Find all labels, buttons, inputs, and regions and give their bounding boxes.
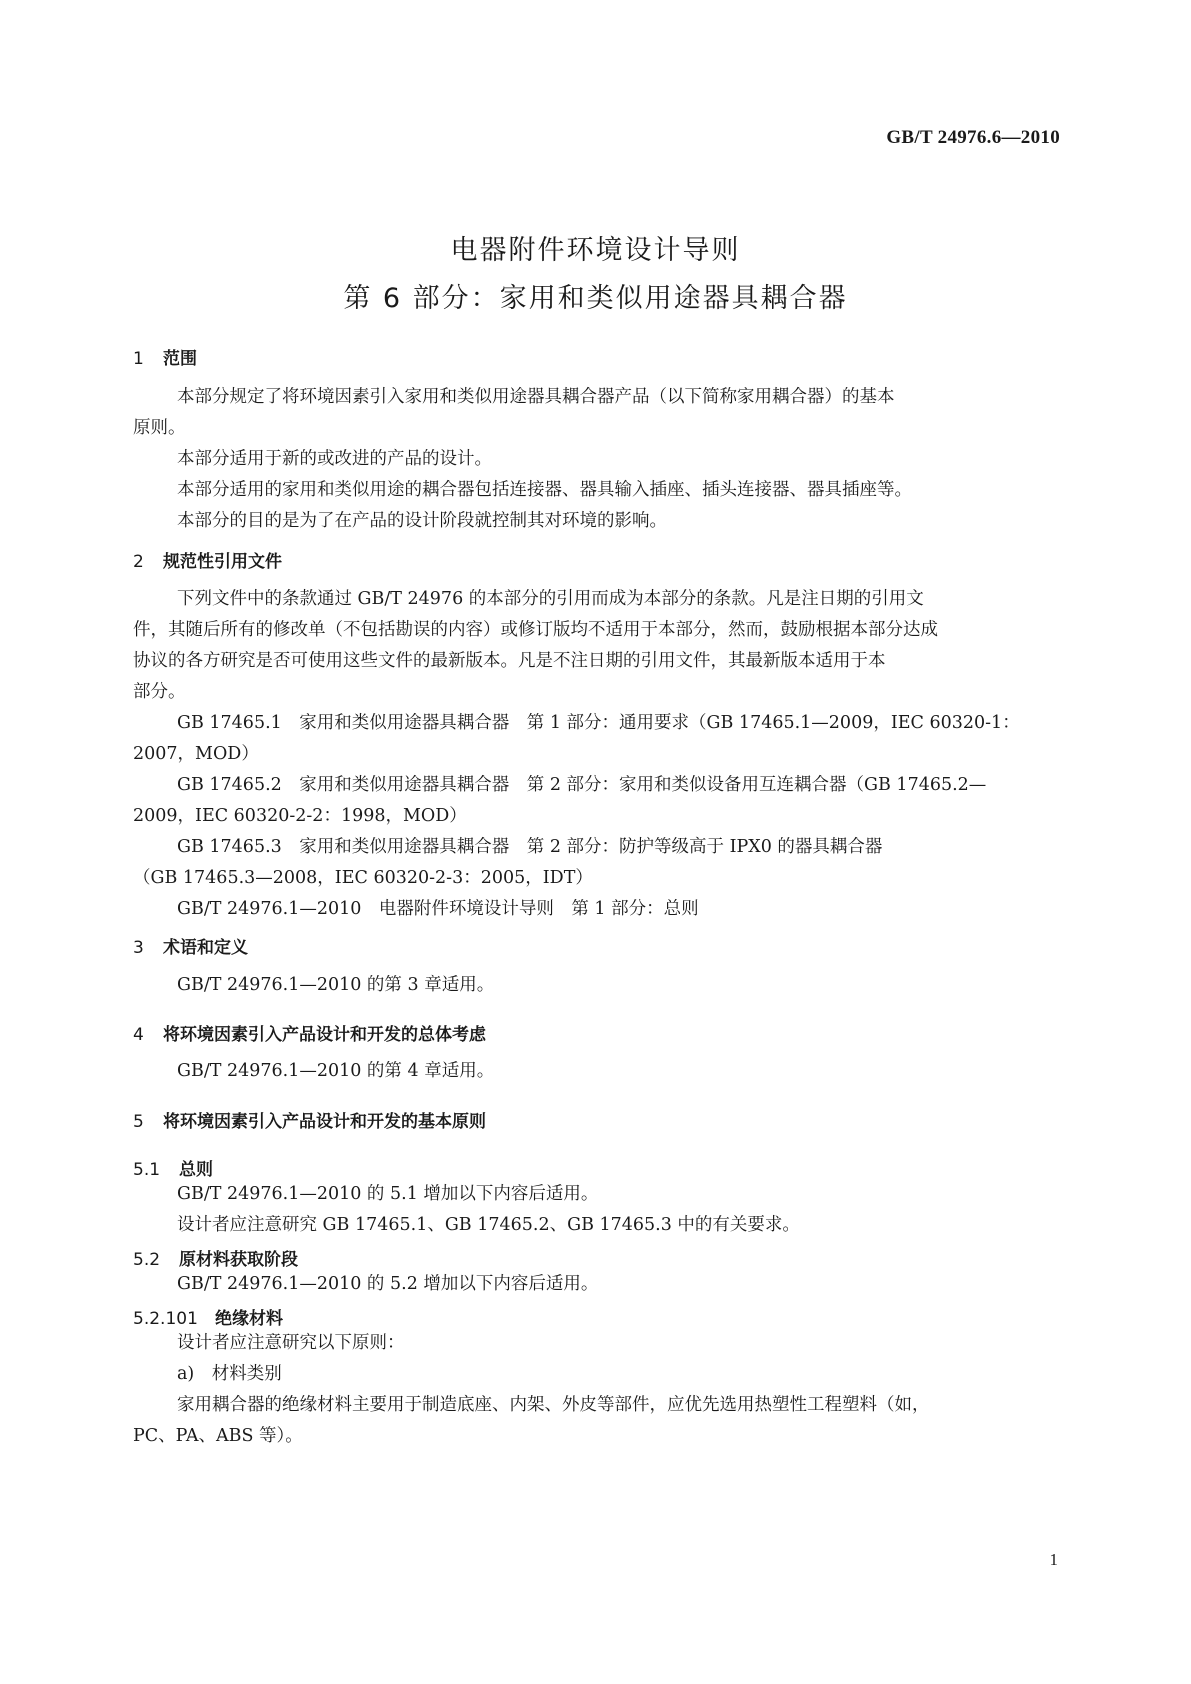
section-number: 5.2.101 bbox=[133, 1309, 198, 1329]
section-2-heading bbox=[133, 547, 282, 572]
paragraph: 本部分的目的是为了在产品的设计阶段就控制其对环境的影响。 bbox=[177, 511, 667, 531]
reference-item: 2007，MOD） bbox=[133, 744, 259, 764]
paragraph: GB/T 24976.1—2010 的 5.2 增加以下内容后适用。 bbox=[177, 1274, 599, 1294]
section-number: 2 bbox=[133, 552, 144, 572]
section-3-heading bbox=[133, 933, 248, 958]
paragraph: 下列文件中的条款通过 GB/T 24976 的本部分的引用而成为本部分的条款。凡是注日期的引用文 bbox=[177, 589, 924, 609]
section-number: 5.1 bbox=[133, 1160, 161, 1180]
reference-item: GB/T 24976.1—2010 电器附件环境设计导则 第 1 部分：总则 bbox=[177, 899, 699, 919]
section-title: 将环境因素引入产品设计和开发的基本原则 bbox=[163, 1112, 486, 1132]
paragraph: PC、PA、ABS 等）。 bbox=[133, 1426, 303, 1446]
list-item: a) 材料类别 bbox=[177, 1364, 282, 1384]
subsection-5-2-heading bbox=[133, 1245, 298, 1270]
paragraph: GB/T 24976.1—2010 的 5.1 增加以下内容后适用。 bbox=[177, 1184, 599, 1204]
paragraph: GB/T 24976.1—2010 的第 4 章适用。 bbox=[177, 1061, 495, 1081]
section-title: 规范性引用文件 bbox=[163, 552, 282, 572]
paragraph: 件，其随后所有的修改单（不包括勘误的内容）或修订版均不适用于本部分，然而，鼓励根据本部分达成 bbox=[133, 620, 938, 640]
reference-item: （GB 17465.3—2008，IEC 60320-2-3：2005，IDT） bbox=[133, 868, 593, 888]
paragraph: 原则。 bbox=[133, 418, 186, 438]
paragraph: 协议的各方研究是否可使用这些文件的最新版本。凡是不注日期的引用文件，其最新版本适用于本 bbox=[133, 651, 886, 671]
document-title-line1: 电器附件环境设计导则 bbox=[450, 235, 741, 266]
section-number: 3 bbox=[133, 938, 144, 958]
section-number: 5.2 bbox=[133, 1250, 161, 1270]
section-5-heading bbox=[133, 1107, 486, 1132]
section-number: 1 bbox=[133, 349, 144, 369]
section-title: 原材料获取阶段 bbox=[179, 1250, 298, 1270]
document-title-line2: 第 6 部分：家用和类似用途器具耦合器 bbox=[343, 283, 848, 314]
page-number: 1 bbox=[1049, 1550, 1058, 1569]
section-number: 4 bbox=[133, 1025, 144, 1045]
subsection-5-2-101-heading bbox=[133, 1304, 283, 1329]
paragraph: 家用耦合器的绝缘材料主要用于制造底座、内架、外皮等部件，应优先选用热塑性工程塑料（如， bbox=[177, 1395, 930, 1415]
section-title: 术语和定义 bbox=[163, 938, 248, 958]
section-1-heading bbox=[133, 344, 197, 369]
reference-item: 2009，IEC 60320-2-2：1998，MOD） bbox=[133, 806, 467, 826]
paragraph: 设计者应注意研究 GB 17465.1、GB 17465.2、GB 17465.3 中的有关要求。 bbox=[177, 1215, 800, 1235]
reference-item: GB 17465.1 家用和类似用途器具耦合器 第 1 部分：通用要求（GB 17465.1—2009，IEC 60320-1： bbox=[177, 713, 1020, 733]
section-title: 范围 bbox=[163, 349, 197, 369]
reference-item: GB 17465.2 家用和类似用途器具耦合器 第 2 部分：家用和类似设备用互连耦合器（GB 17465.2— bbox=[177, 775, 987, 795]
section-number: 5 bbox=[133, 1112, 144, 1132]
paragraph: 本部分适用的家用和类似用途的耦合器包括连接器、器具输入插座、插头连接器、器具插座等。 bbox=[177, 480, 912, 500]
section-title: 绝缘材料 bbox=[215, 1309, 283, 1329]
reference-item: GB 17465.3 家用和类似用途器具耦合器 第 2 部分：防护等级高于 IPX0 的器具耦合器 bbox=[177, 837, 883, 857]
paragraph: GB/T 24976.1—2010 的第 3 章适用。 bbox=[177, 975, 495, 995]
section-title: 将环境因素引入产品设计和开发的总体考虑 bbox=[163, 1025, 486, 1045]
subsection-5-1-heading bbox=[133, 1155, 213, 1180]
standard-number: GB/T 24976.6—2010 bbox=[886, 127, 1060, 148]
paragraph: 本部分规定了将环境因素引入家用和类似用途器具耦合器产品（以下简称家用耦合器）的基本 bbox=[177, 387, 895, 407]
paragraph: 部分。 bbox=[133, 682, 186, 702]
section-4-heading bbox=[133, 1020, 486, 1045]
paragraph: 设计者应注意研究以下原则： bbox=[177, 1333, 405, 1353]
section-title: 总则 bbox=[179, 1160, 213, 1180]
paragraph: 本部分适用于新的或改进的产品的设计。 bbox=[177, 449, 492, 469]
